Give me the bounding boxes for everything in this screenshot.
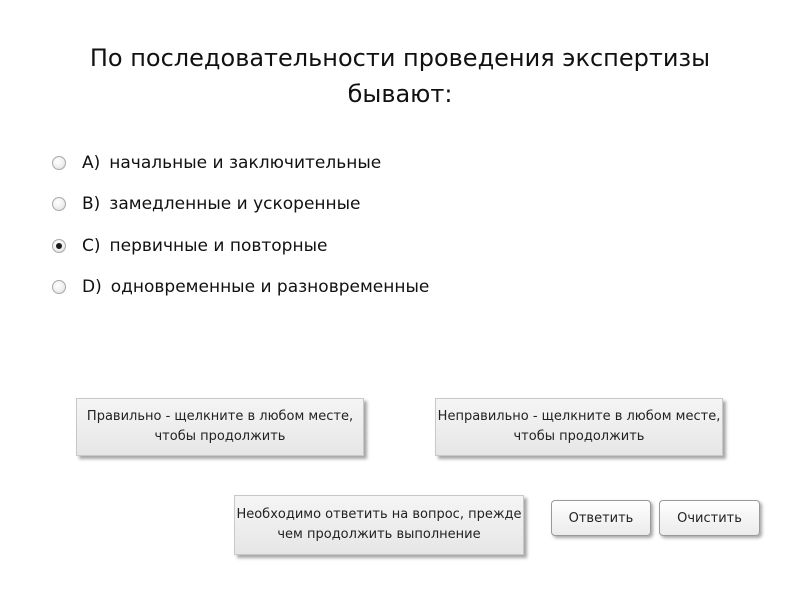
option-letter: B): [82, 194, 101, 215]
correct-feedback-box[interactable]: Правильно - щелкните в любом месте, чтобы продолжить: [76, 398, 364, 456]
answer-required-message: Необходимо ответить на вопрос, прежде чем продолжить выполнение: [234, 495, 524, 555]
option-a[interactable]: [52, 142, 429, 184]
option-letter: C): [82, 235, 101, 256]
option-c[interactable]: [52, 225, 429, 267]
option-label: замедленные и ускоренные: [109, 194, 361, 215]
option-b[interactable]: [52, 184, 429, 226]
clear-button[interactable]: Очистить: [659, 500, 760, 536]
option-label: начальные и заключительные: [109, 152, 382, 173]
radio-button-icon[interactable]: [52, 156, 66, 170]
incorrect-feedback-box[interactable]: Неправильно - щелкните в любом месте, чтобы продолжить: [435, 398, 723, 456]
radio-button-selected-icon[interactable]: [52, 239, 66, 253]
option-label: одновременные и разновременные: [110, 277, 430, 298]
radio-button-icon[interactable]: [52, 197, 66, 211]
question-title: По последовательности проведения экспертизы бывают:: [89, 44, 711, 108]
option-letter: D): [82, 277, 102, 298]
option-letter: A): [82, 152, 101, 173]
answer-options: [52, 142, 429, 308]
option-label: первичные и повторные: [109, 235, 328, 256]
answer-button[interactable]: Ответить: [551, 500, 651, 536]
option-d[interactable]: [52, 267, 429, 309]
radio-button-icon[interactable]: [52, 280, 66, 294]
